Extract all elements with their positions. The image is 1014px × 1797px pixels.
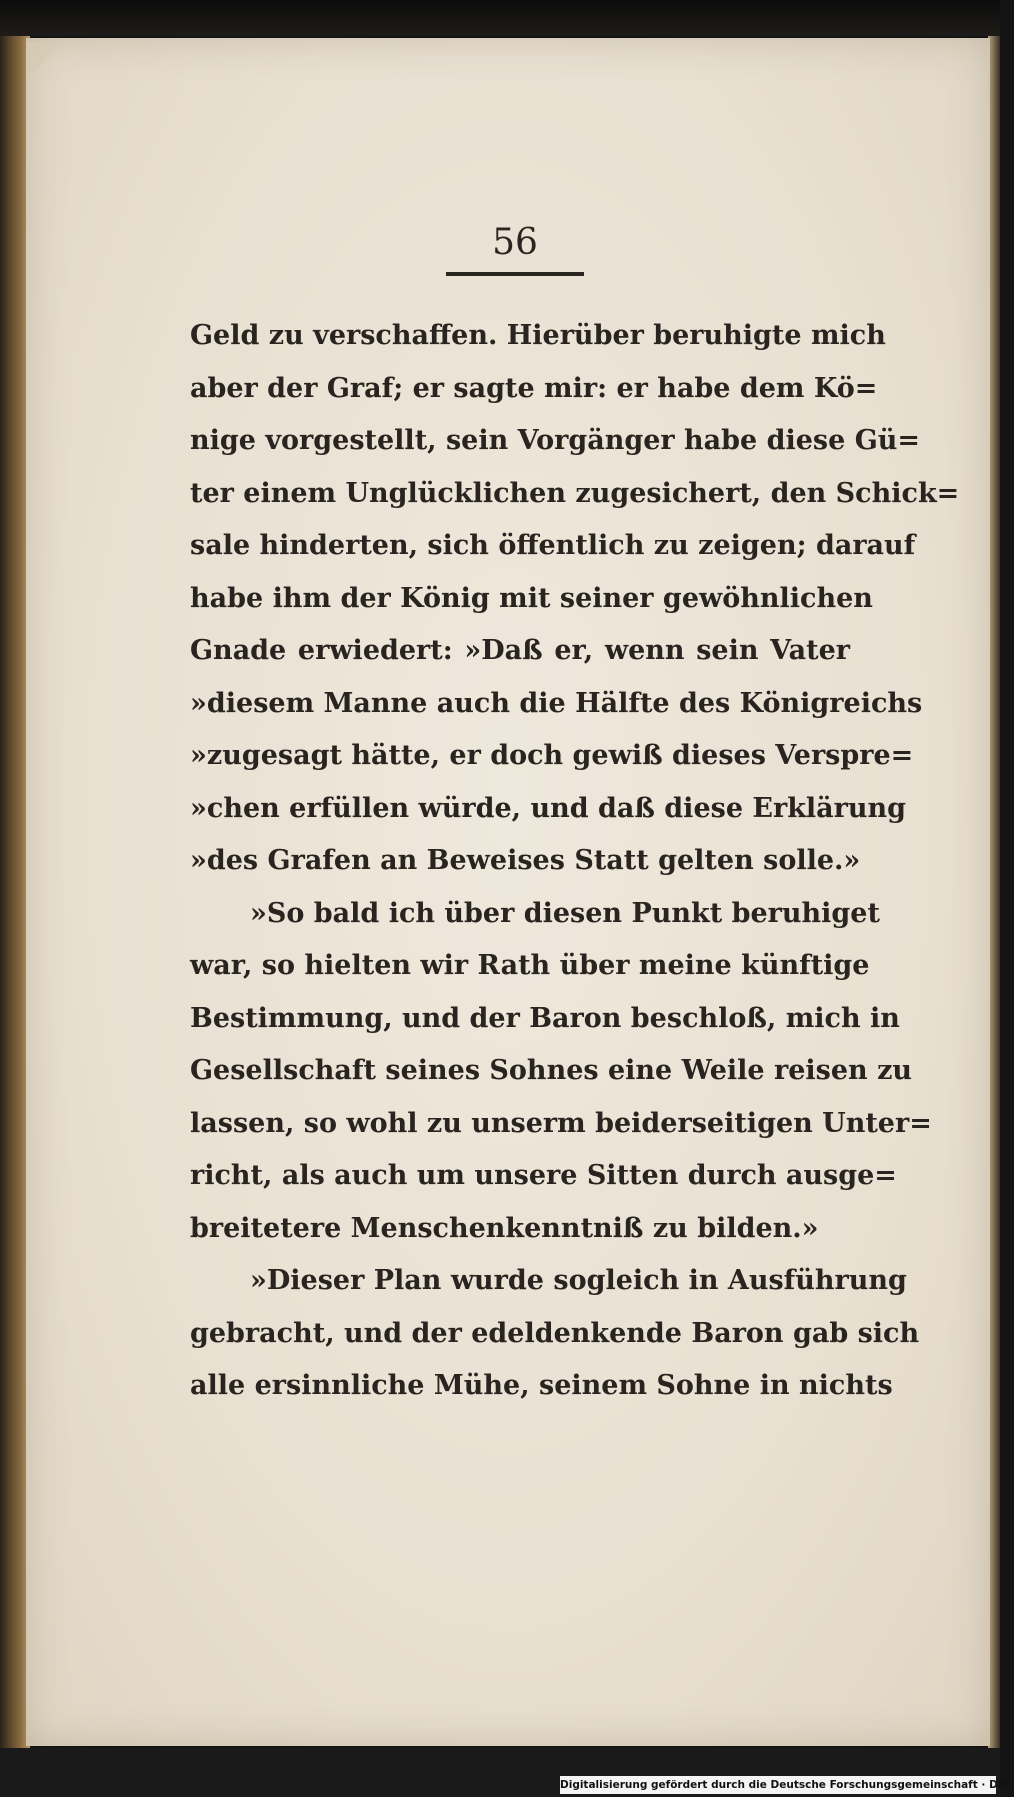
text-line: Bestimmung, und der Baron beschloß, mich in: [190, 1002, 900, 1034]
text-line: aber der Graf; er sagte mir: er habe dem Kö=: [190, 372, 878, 404]
text-line: »chen erfüllen würde, und daß diese Erklärung: [190, 792, 907, 824]
header-rule: [446, 272, 584, 276]
text-line: »diesem Manne auch die Hälfte des Königreichs: [190, 687, 923, 719]
text-line: richt, als auch um unsere Sitten durch ausge=: [190, 1160, 897, 1191]
text-line: »des Grafen an Beweises Statt gelten solle.»: [190, 845, 861, 876]
text-line: war, so hielten wir Rath über meine künftige: [190, 950, 870, 981]
digitization-credit: Digitalisierung gefördert durch die Deutsche Forschungsgemeinschaft · DFG: [560, 1776, 996, 1794]
body-text: [190, 310, 960, 1413]
text-line: Gesellschaft seines Sohnes eine Weile reisen zu: [190, 1055, 913, 1086]
text-line: sale hinderten, sich öffentlich zu zeigen; darauf: [190, 530, 916, 561]
page-corner-fold: [26, 42, 60, 82]
text-line: ter einem Unglücklichen zugesichert, den Schick=: [190, 477, 960, 509]
text-line: nige vorgestellt, sein Vorgänger habe diese Gü=: [190, 425, 921, 456]
scan-top-border: [0, 0, 1000, 36]
text-line: Gnade erwiedert: »Daß er, wenn sein Vater: [190, 635, 850, 666]
text-line: habe ihm der König mit seiner gewöhnlichen: [190, 582, 873, 614]
text-line: »zugesagt hätte, er doch gewiß dieses Verspre=: [190, 740, 914, 771]
text-line: »Dieser Plan wurde sogleich in Ausführung: [250, 1265, 907, 1296]
text-line: Geld zu verschaffen. Hierüber beruhigte mich: [190, 320, 886, 351]
text-line: gebracht, und der edeldenkende Baron gab sich: [190, 1317, 920, 1349]
text-line: »So bald ich über diesen Punkt beruhiget: [250, 897, 880, 929]
page-number: 56: [492, 222, 538, 263]
text-line: lassen, so wohl zu unserm beiderseitigen Unter=: [190, 1107, 932, 1139]
text-line: breitetere Menschenkenntniß zu bilden.»: [190, 1212, 819, 1244]
text-line: alle ersinnliche Mühe, seinem Sohne in nichts: [190, 1370, 893, 1401]
